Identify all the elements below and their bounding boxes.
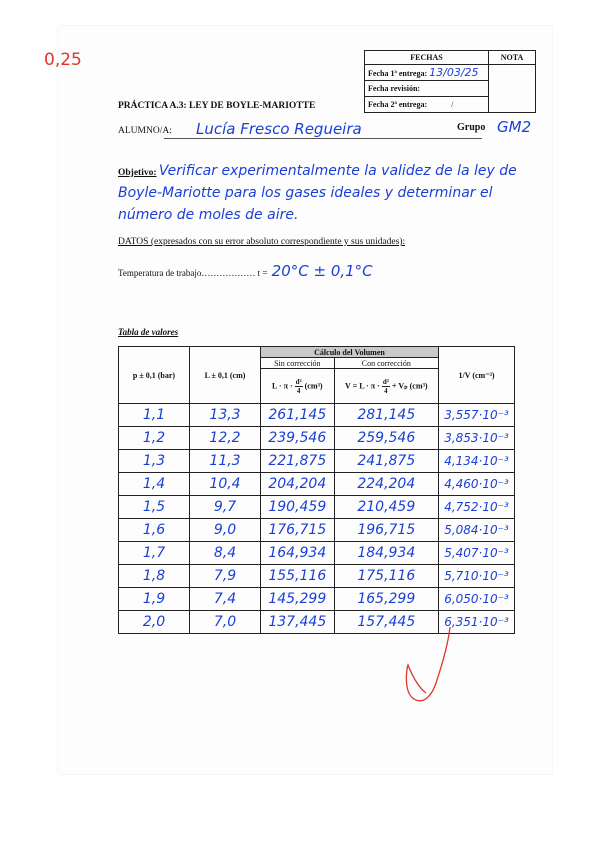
inverse-volume-cell: 6,351·10⁻³ [439,611,515,634]
inverse-volume-cell: 3,853·10⁻³ [439,427,515,450]
group-field [457,118,532,136]
inverse-volume-cell: 4,134·10⁻³ [439,450,515,473]
fraction: $\frac{\text{d²}}{4}$ [382,377,389,395]
dates-box [364,50,536,113]
pressure-cell: 1,7 [119,542,190,565]
length-cell: 10,4 [190,473,261,496]
second-delivery-label: Fecha 2ª entrega: [368,100,428,109]
inverse-volume-cell: 6,050·10⁻³ [439,588,515,611]
table-row [119,588,515,611]
no-correction-header: Sin corrección [261,358,335,369]
student-label: ALUMNO/A: [118,126,172,136]
group-value: GM2 [497,118,532,136]
volume-with-correction-cell: 241,875 [334,450,438,473]
volume-calc-header: Cálculo del Volumen [261,347,439,358]
volume-with-correction-cell: 281,145 [334,404,438,427]
volume-no-correction-cell: 239,546 [261,427,335,450]
volume-with-correction-cell: 259,546 [334,427,438,450]
table-row [119,565,515,588]
volume-no-correction-cell: 204,204 [261,473,335,496]
length-cell: 7,4 [190,588,261,611]
inverse-volume-cell: 4,752·10⁻³ [439,496,515,519]
objective-label: Objetivo: [118,168,157,178]
first-delivery-value: 13/03/25 [429,66,479,79]
volume-with-correction-cell: 196,715 [334,519,438,542]
grade-mark: 0,25 [44,50,82,70]
length-cell: 9,7 [190,496,261,519]
table-row [119,519,515,542]
first-delivery-label: Fecha 1ª entrega: [368,69,428,78]
table-row [119,450,515,473]
volume-with-correction-cell: 224,204 [334,473,438,496]
data-heading: DATOS (expresados con su error absoluto correspondiente y sus unidades): [118,237,406,247]
student-name: Lucía Fresco Regueira [196,120,362,138]
grade-header: NOTA [489,51,536,65]
volume-no-correction-cell: 176,715 [261,519,335,542]
length-cell: 7,0 [190,611,261,634]
dates-header: FECHAS [365,51,489,65]
inverse-volume-cell: 4,460·10⁻³ [439,473,515,496]
table-row [119,542,515,565]
objective-section [118,160,548,226]
with-correction-header: Con corrección [334,358,438,369]
student-field [118,120,362,138]
volume-with-correction-cell: 175,116 [334,565,438,588]
table-row [119,496,515,519]
fraction: $\frac{\text{d²}}{4}$ [295,377,302,395]
formula-no-correction: L · π · $\frac{\text{d²}}{4} (cm^3)$ [261,369,335,404]
pressure-cell: 1,1 [119,404,190,427]
volume-no-correction-cell: 137,445 [261,611,335,634]
table-row [119,427,515,450]
volume-no-correction-cell: 155,116 [261,565,335,588]
revision-label: Fecha revisión: [368,84,421,93]
inverse-volume-header: 1/V (cm⁻³) [439,347,515,404]
volume-with-correction-cell: 184,934 [334,542,438,565]
temperature-label: Temperatura de trabajo……………… t = [118,268,268,278]
volume-no-correction-cell: 145,299 [261,588,335,611]
pressure-cell: 1,3 [119,450,190,473]
second-delivery-value: / [451,100,454,109]
table-label: Tabla de valores [118,327,179,337]
pressure-cell: 1,2 [119,427,190,450]
revision-date [365,81,489,97]
volume-with-correction-cell: 165,299 [334,588,438,611]
temperature-field [118,262,373,280]
practice-title: PRÁCTICA A.3: LEY DE BOYLE-MARIOTTE [118,101,316,111]
first-delivery-date [365,65,489,81]
volume-no-correction-cell: 221,875 [261,450,335,473]
values-table [118,346,515,634]
length-cell: 13,3 [190,404,261,427]
volume-no-correction-cell: 261,145 [261,404,335,427]
pressure-cell: 1,8 [119,565,190,588]
pressure-header: p ± 0,1 (bar) [119,347,190,404]
pressure-cell: 2,0 [119,611,190,634]
table-row [119,404,515,427]
second-delivery-date [365,97,489,113]
table-row [119,473,515,496]
formula-with-correction: V = L · π · $\frac{\text{d²}}{4} + V_p$ (cm³) [334,369,438,404]
temperature-value: 20°C ± 0,1°C [271,262,373,280]
inverse-volume-cell: 5,710·10⁻³ [439,565,515,588]
volume-no-correction-cell: 164,934 [261,542,335,565]
student-underline [164,138,482,139]
pressure-cell: 1,9 [119,588,190,611]
pressure-cell: 1,6 [119,519,190,542]
volume-with-correction-cell: 210,459 [334,496,438,519]
length-cell: 8,4 [190,542,261,565]
length-cell: 12,2 [190,427,261,450]
inverse-volume-cell: 5,407·10⁻³ [439,542,515,565]
group-label: Grupo [457,122,486,133]
pressure-cell: 1,4 [119,473,190,496]
volume-no-correction-cell: 190,459 [261,496,335,519]
objective-text: Verificar experimentalmente la validez de la ley de Boyle-Mariotte para los gases ideales y determinar el número de moles de aire. [118,163,517,223]
inverse-volume-cell: 3,557·10⁻³ [439,404,515,427]
grade-cell [489,65,536,113]
length-cell: 7,9 [190,565,261,588]
pressure-cell: 1,5 [119,496,190,519]
inverse-volume-cell: 5,084·10⁻³ [439,519,515,542]
length-cell: 9,0 [190,519,261,542]
length-cell: 11,3 [190,450,261,473]
length-header: L ± 0,1 (cm) [190,347,261,404]
volume-with-correction-cell: 157,445 [334,611,438,634]
red-pen-flourish [400,625,470,715]
